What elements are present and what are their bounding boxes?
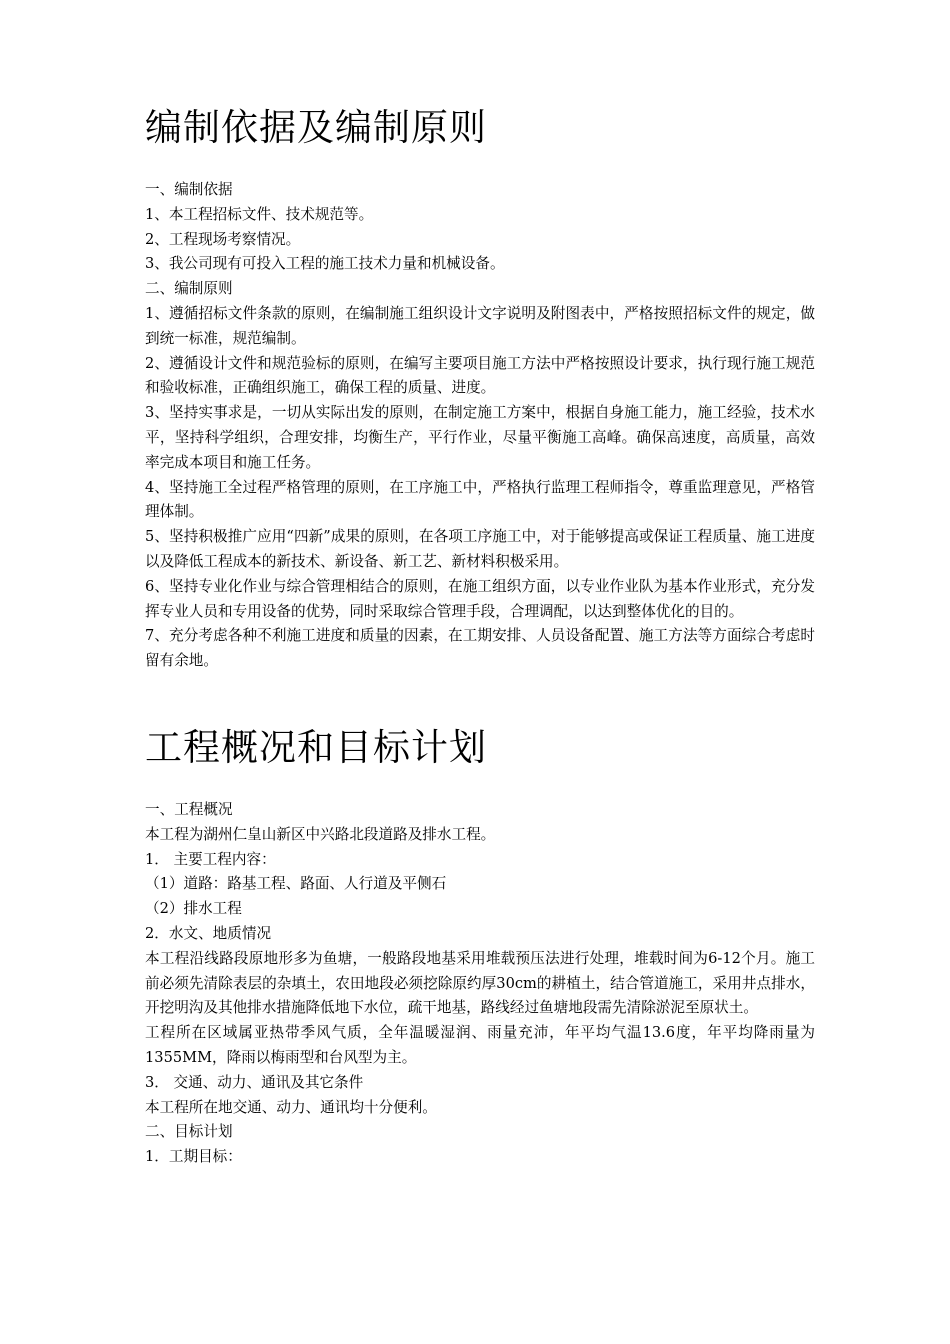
- section-body-basis-principles: [145, 178, 815, 674]
- document-page: [145, 0, 815, 1170]
- paragraph: 3． 交通、动力、通讯及其它条件: [145, 1073, 364, 1091]
- paragraph: 二、编制原则: [145, 280, 233, 298]
- paragraph: 4、坚持施工全过程严格管理的原则，在工序施工中，严格执行监理工程师指令，尊重监理意见，严格管理体制。: [145, 478, 815, 521]
- paragraph: 2、遵循设计文件和规范验标的原则，在编写主要项目施工方法中严格按照设计要求，执行现行施工规范和验收标准，正确组织施工，确保工程的质量、进度。: [145, 354, 815, 397]
- paragraph: 7、充分考虑各种不利施工进度和质量的因素，在工期安排、人员设备配置、施工方法等方面综合考虑时留有余地。: [145, 627, 815, 670]
- paragraph: 1、遵循招标文件条款的原则，在编制施工组织设计文字说明及附图表中，严格按照招标文件的规定，做到统一标准，规范编制。: [145, 304, 815, 347]
- paragraph: （1）道路：路基工程、路面、人行道及平侧石: [145, 875, 447, 893]
- paragraph: （2）排水工程: [145, 900, 242, 918]
- paragraph: 1．工期目标：: [145, 1148, 242, 1166]
- paragraph: 二、目标计划: [145, 1123, 233, 1141]
- paragraph: 1、本工程招标文件、技术规范等。: [145, 205, 374, 223]
- paragraph: 6、坚持专业化作业与综合管理相结合的原则，在施工组织方面，以专业作业队为基本作业形式，充分发挥专业人员和专用设备的优势，同时采取综合管理手段，合理调配，以达到整体优化的目的。: [145, 577, 815, 620]
- paragraph: 2．水文、地质情况: [145, 924, 272, 942]
- paragraph: 一、工程概况: [145, 800, 233, 818]
- paragraph: 工程所在区域属亚热带季风气质，全年温暖湿润、雨量充沛，年平均气温13.6度，年平均降雨量为1355MM，降雨以梅雨型和台风型为主。: [145, 1024, 815, 1066]
- paragraph: 3、我公司现有可投入工程的施工技术力量和机械设备。: [145, 255, 505, 273]
- paragraph: 3、坚持实事求是，一切从实际出发的原则，在制定施工方案中，根据自身施工能力，施工经验，技术水平，坚持科学组织，合理安排，均衡生产，平行作业，尽量平衡施工高峰。确保高速度，高质量，高效率完成本项目和施工任务。: [145, 404, 815, 471]
- paragraph: 本工程所在地交通、动力、通讯均十分便利。: [145, 1098, 437, 1116]
- section-body-overview-targets: [145, 798, 815, 1170]
- section-title-overview-targets: 工程概况和目标计划: [145, 725, 487, 769]
- paragraph: 1． 主要工程内容：: [145, 850, 276, 868]
- paragraph: 一、编制依据: [145, 181, 233, 198]
- paragraph: 2、工程现场考察情况。: [145, 230, 301, 248]
- paragraph: 本工程为湖州仁皇山新区中兴路北段道路及排水工程。: [145, 825, 496, 843]
- paragraph: 本工程沿线路段原地形多为鱼塘，一般路段地基采用堆载预压法进行处理，堆载时间为6-12个月。施工前必须先清除表层的杂填土，农田地段必须挖除原约厚30cm的耕植土，结合管道施工，采用井点排水，开挖明沟及其他排水措施降低地下水位，疏干地基，路线经过鱼塘地段需先清除淤泥至原状土。: [145, 949, 815, 1017]
- section-title-basis-principles: 编制依据及编制原则: [145, 106, 487, 149]
- paragraph: 5、坚持积极推广应用“四新”成果的原则，在各项工序施工中，对于能够提高或保证工程质量、施工进度以及降低工程成本的新技术、新设备、新工艺、新材料积极采用。: [145, 528, 815, 570]
